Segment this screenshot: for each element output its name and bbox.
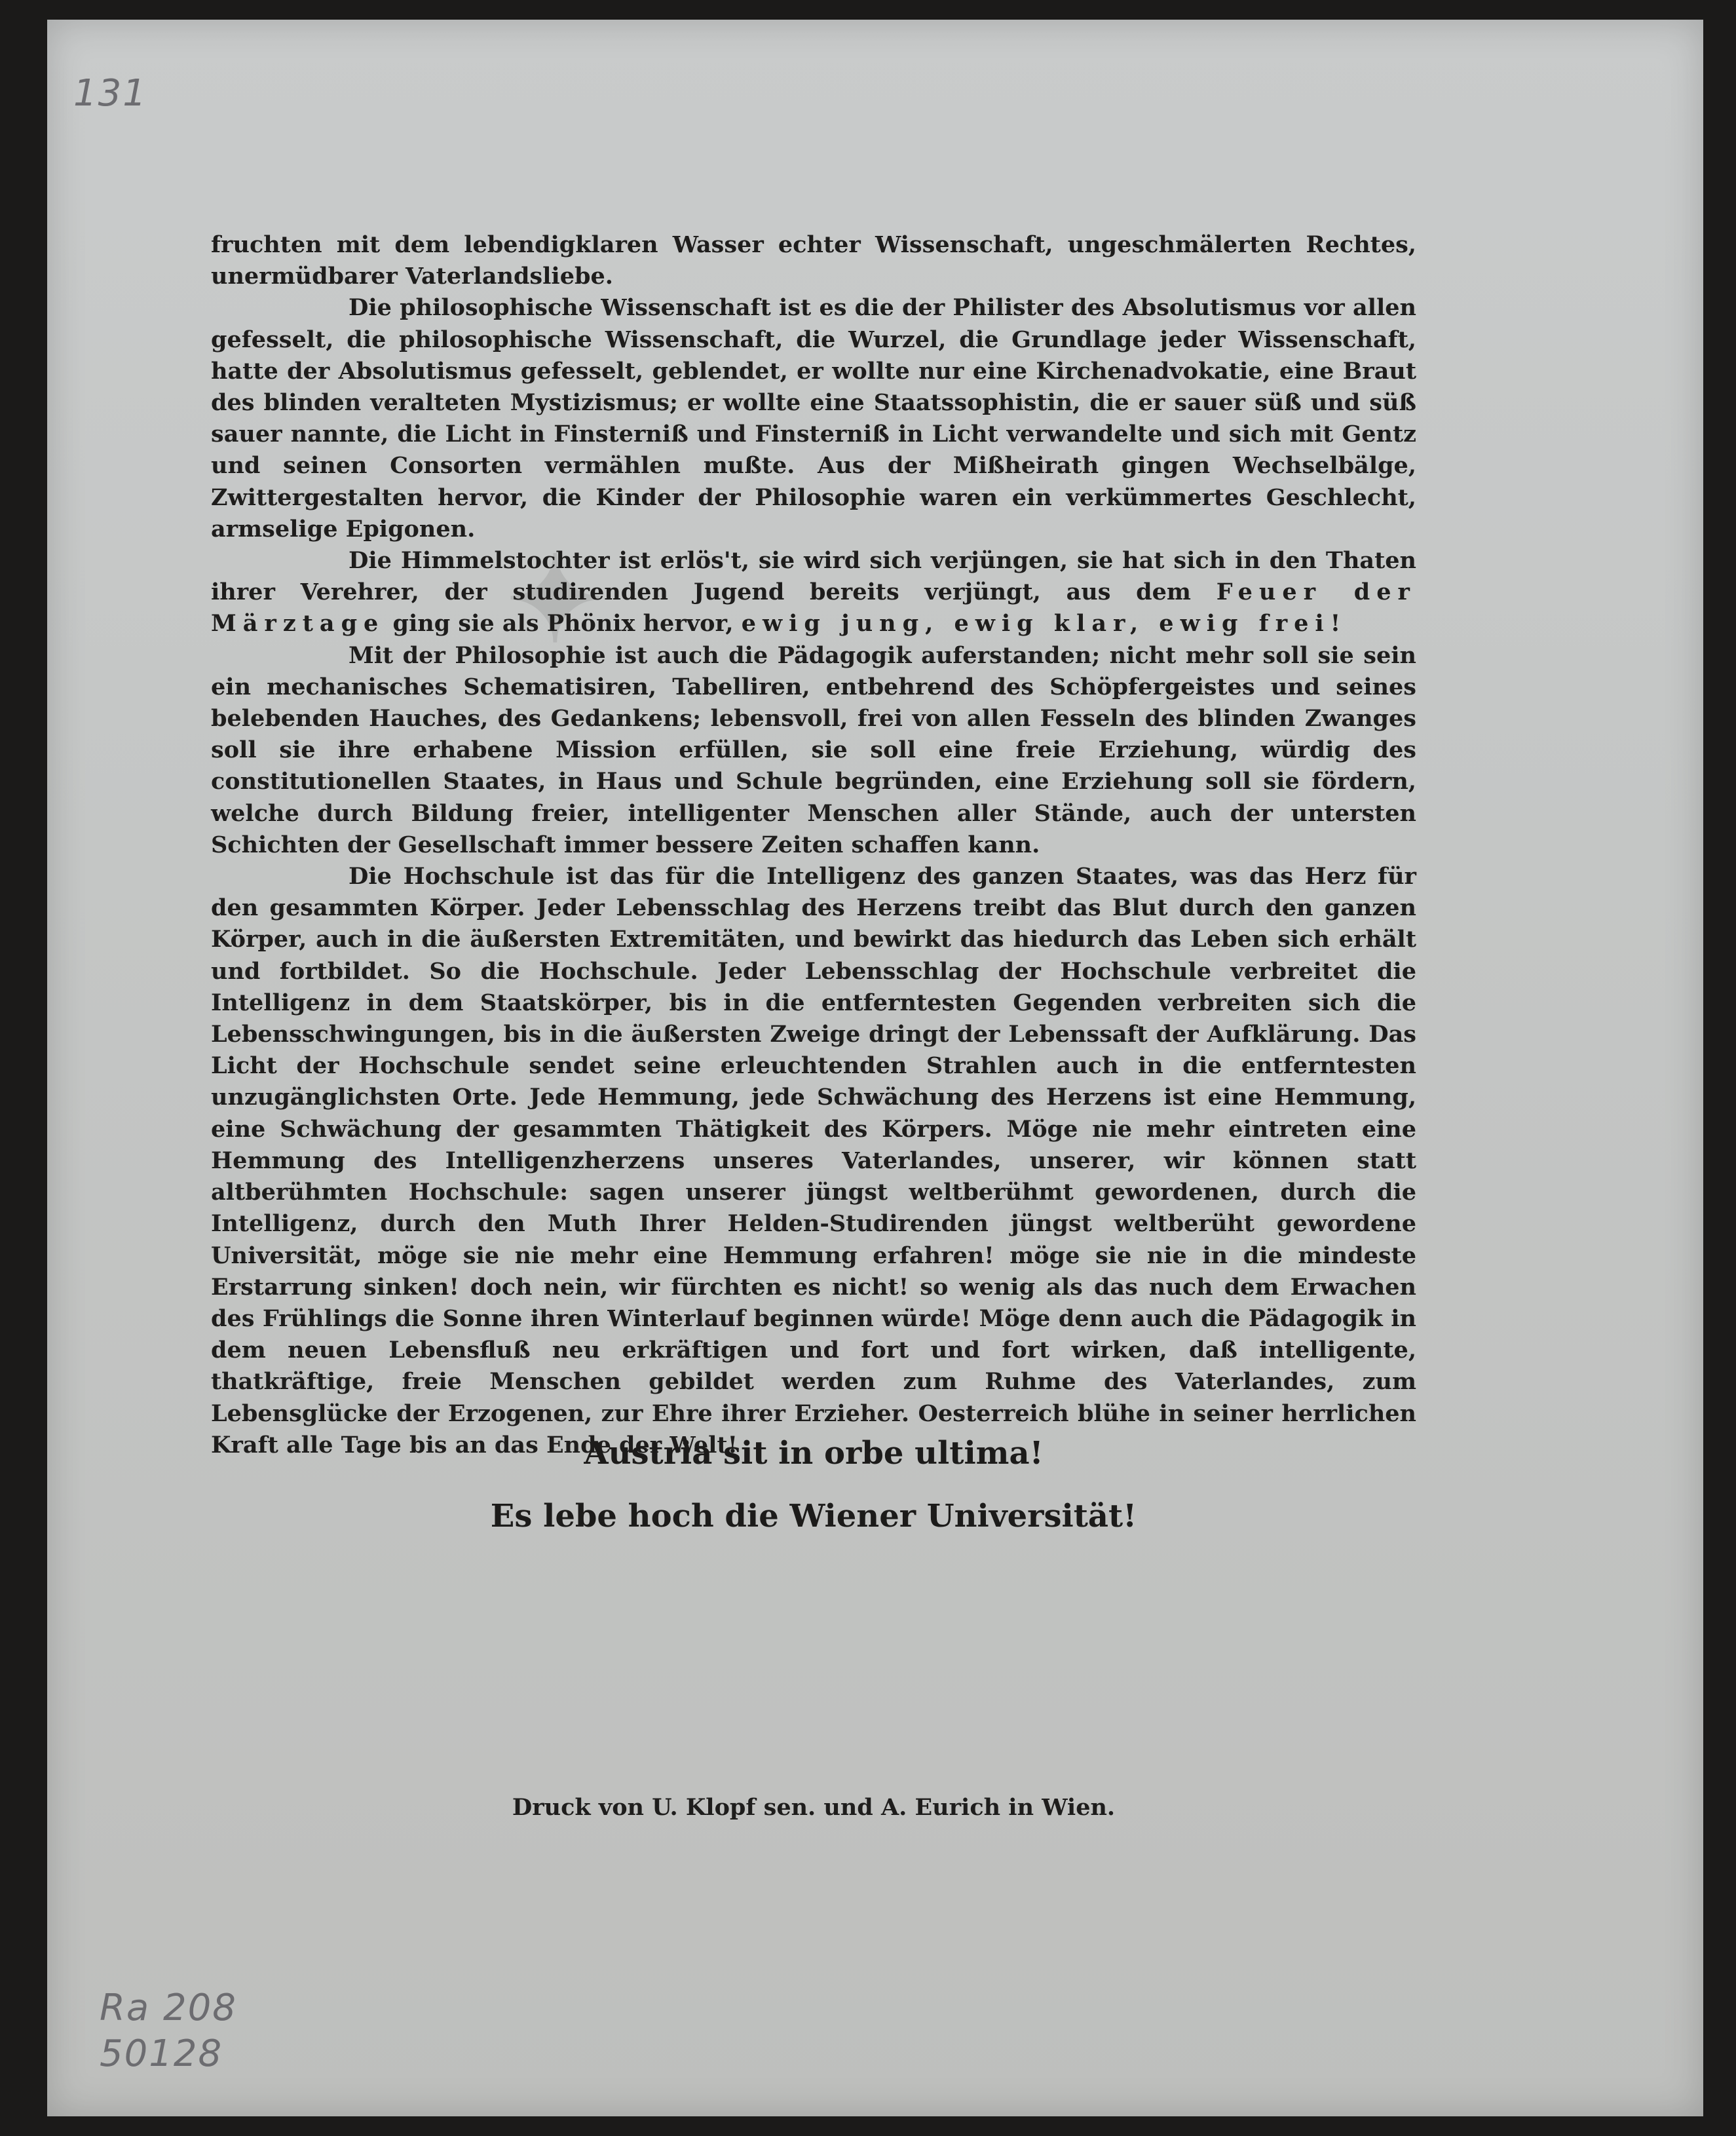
show-through-decoration: ✦ xyxy=(506,531,605,669)
body-text xyxy=(211,229,1416,1461)
paragraph-4: Mit der Philosophie ist auch die Pädagogik auferstanden; nicht mehr soll sie sein ein mechanisches Schematisiren, Tabelliren, entbehrend des Schöpfergeistes und seines belebenden Hauches, des Gedankens; lebensvoll, frei von allen Fesseln des blinden Zwanges soll sie ihre erhabene Mission erfüllen, sie soll eine freie Erziehung, würdig des constitutionellen Staates, in Haus und Schule begründen, eine Erziehung soll sie fördern, welche durch Bildung freier, intelligenter Menschen aller Stände, auch der untersten Schichten der Gesellschaft immer bessere Zeiten schaffen kann. xyxy=(211,641,1416,858)
printer-imprint: Druck von U. Klopf sen. und A. Eurich in Wien. xyxy=(512,1794,1116,1821)
paragraph-5: Die Hochschule ist das für die Intelligenz des ganzen Staates, was das Herz für den gesammten Körper. Jeder Lebensschlag des Herzens treibt das Blut durch den ganzen Körper, auch in die äußersten Extremitäten, und bewirkt das hiedurch das Leben sich erhält und fortbildet. So die Hochschule. Jeder Lebensschlag der Hochschule verbreitet die Intelligenz in dem Staatskörper, bis in die entferntesten Gegenden verbreiten sich die Lebensschwingungen, bis in die äußersten Zweige dringt der Lebenssaft der Aufklärung. Das Licht der Hochschule sendet seine erleuchtenden Strahlen auch in die entferntesten unzugänglichsten Orte. Jede Hemmung, jede Schwächung des Herzens ist eine Hemmung, eine Schwächung der gesammten Thätigkeit des Körpers. Möge nie mehr eintreten eine Hemmung des Intelligenzherzens unseres Vaterlandes, unserer, wir können statt altberühmten Hochschule: sagen unserer jüngst weltberühmt gewordenen, durch die Intelligenz, durch den Muth Ihrer Helden-Studirenden jüngst weltberüht gewordene Universität, möge sie nie mehr eine Hemmung erfahren! möge sie nie in die mindeste Erstarrung sinken! doch nein, wir fürchten es nicht! so wenig als das nuch dem Erwachen des Frühlings die Sonne ihren Winterlauf beginnen würde! Möge denn auch die Pädagogik in dem neuen Lebensfluß neu erkräftigen und fort und fort wirken, daß intelligente, thatkräftige, freie Menschen gebildet werden zum Ruhme des Vaterlandes, zum Lebensglücke der Erzogenen, zur Ehre ihrer Erzieher. Oesterreich blühe in seiner herrlichen Kraft alle Tage bis an das Ende der Welt! xyxy=(211,863,1416,1459)
document-page xyxy=(47,20,1703,2116)
shelfmark-annotation xyxy=(100,1985,237,2077)
latin-motto: Austria sit in orbe ultima! xyxy=(584,1435,1044,1472)
paragraph-3 xyxy=(211,545,1416,640)
paragraph-3-middle: ging sie als Phönix hervor, xyxy=(392,610,734,638)
paragraph-3-spaced-phrase-1: Feuer der Märztage xyxy=(211,579,1416,638)
german-motto: Es lebe hoch die Wiener Universität! xyxy=(490,1498,1137,1535)
paragraph-2: Die philosophische Wissenschaft ist es die der Philister des Absolutismus vor allen gefesselt, die philosophische Wissenschaft, die Wurzel, die Grundlage jeder Wissenschaft, hatte der Absolutismus gefesselt, geblendet, er wollte nur eine Kirchenadvokatie, eine Braut des blinden veralteten Mystizismus; er wollte eine Staatssophistin, die er sauer süß und süß sauer nannte, die Licht in Finsterniß und Finsterniß in Licht verwandelte und sich mit Gentz und seinen Consorten vermählen mußte. Aus der Mißheirath gingen Wechselbälge, Zwittergestalten hervor, die Kinder der Philosophie waren ein verkümmertes Geschlecht, armselige Epigonen. xyxy=(211,294,1416,543)
shelfmark-line-2: 50128 xyxy=(100,2032,223,2075)
paragraph-3-start: Die Himmelstochter ist erlös't, sie wird sich verjüngen, sie hat sich in den Thaten ihrer Verehrer, der studirenden Jugend bereits verjüngt, aus dem xyxy=(211,547,1416,606)
archive-number-annotation: 131 xyxy=(73,72,147,115)
paragraph-1: fruchten mit dem lebendigklaren Wasser echter Wissenschaft, ungeschmälerten Rechtes, unermüdbarer Vaterlandsliebe. xyxy=(211,231,1416,290)
shelfmark-line-1: Ra 208 xyxy=(100,1987,237,2029)
paragraph-3-spaced-phrase-2: ewig jung, ewig klar, ewig frei! xyxy=(741,610,1348,638)
